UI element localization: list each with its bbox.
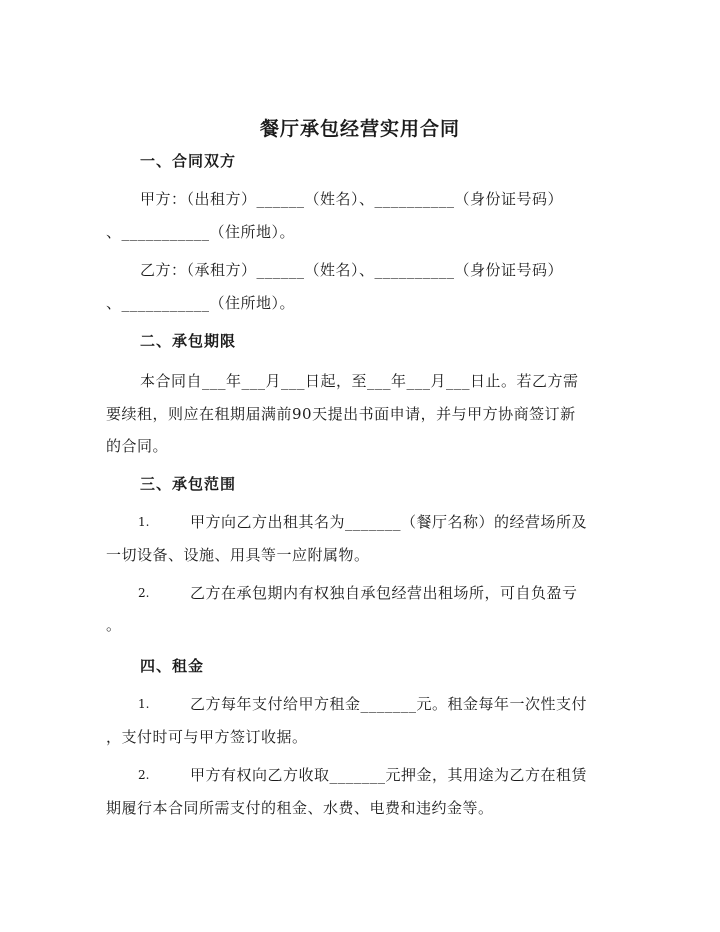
party-a-line-2: 、___________（住所地）。 <box>106 223 296 241</box>
document-title: 餐厅承包经营实用合同 <box>259 118 460 140</box>
scope-item-2-number: 2. <box>138 586 150 600</box>
party-a-line-1: 甲方：（出租方）______（姓名）、__________（身份证号码） <box>140 190 564 208</box>
term-line-3: 的合同。 <box>106 437 169 455</box>
scope-item-1-line-2: 一切设备、设施、用具等一应附属物。 <box>106 546 370 564</box>
term-line-1: 本合同自___年___月___日起，至___年___月___日止。若乙方需 <box>140 372 579 390</box>
section-heading-term: 二、承包期限 <box>140 332 237 350</box>
section-heading-parties: 一、合同双方 <box>140 152 237 170</box>
scope-item-2-line-2: 。 <box>106 616 122 634</box>
rent-item-1-number: 1. <box>138 697 150 711</box>
rent-item-2-line-2: 期履行本合同所需支付的租金、水费、电费和违约金等。 <box>106 799 494 817</box>
rent-item-2-number: 2. <box>138 768 150 782</box>
term-line-2: 要续租，则应在租期届满前90天提出书面申请，并与甲方协商签订新 <box>106 405 576 423</box>
section-heading-rent: 四、租金 <box>140 657 205 675</box>
rent-item-1-line-2: ，支付时可与甲方签订收据。 <box>106 728 308 746</box>
section-heading-scope: 三、承包范围 <box>140 475 237 493</box>
scope-item-1-number: 1. <box>138 515 150 529</box>
rent-item-2-line-1: 甲方有权向乙方收取_______元押金，其用途为乙方在租赁 <box>190 766 588 784</box>
scope-item-1-line-1: 甲方向乙方出租其名为_______（餐厅名称）的经营场所及 <box>190 513 588 531</box>
scope-item-2-line-1: 乙方在承包期内有权独自承包经营出租场所，可自负盈亏 <box>190 584 578 602</box>
party-b-line-1: 乙方：（承租方）______（姓名）、__________（身份证号码） <box>140 261 564 279</box>
rent-item-1-line-1: 乙方每年支付给甲方租金_______元。租金每年一次性支付 <box>190 695 588 713</box>
party-b-line-2: 、___________（住所地）。 <box>106 294 296 312</box>
